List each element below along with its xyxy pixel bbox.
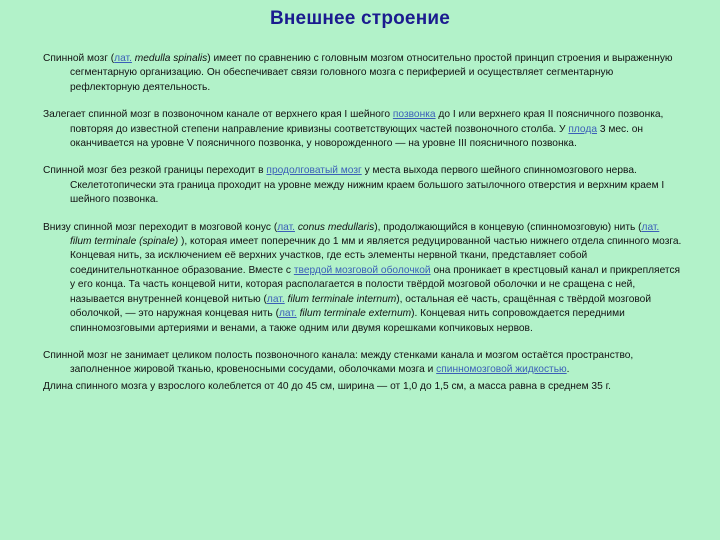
text: она проникает в крестцовый канал и прикрепляется у его конца. Та часть концевой нити, которая располагается в полости твёрдой мозговой оболочки и не сращена с ней, называется внутренней концевой нитью ( bbox=[70, 264, 681, 305]
text: ), продолжающийся в концевую (спинномозговую) нить ( bbox=[374, 221, 642, 233]
page-title: Внешнее строение bbox=[269, 8, 451, 29]
paragraph-canal bbox=[43, 349, 683, 378]
paragraph-location bbox=[43, 108, 683, 151]
paragraph-intro bbox=[43, 52, 683, 95]
text: Спинной мозг не занимает целиком полость позвоночного канала: между стенками канала и мозгом остаётся пространство, заполненное жировой тканью, кровеносными сосудами, оболочками мозга и bbox=[43, 349, 634, 376]
text: Спинной мозг ( bbox=[43, 53, 115, 64]
text: ) имеет по сравнению с головным мозгом относительно простой принцип строения и выраженную сегментарную организацию. Он обеспечивает связи головного мозга с периферией и осуществляет сегментарную рефлекторную деятельность. bbox=[70, 53, 673, 93]
text: 3 мес. он оканчивается на уровне V поясничного позвонка, у новорожденного — на уровне III поясничного позвонка. bbox=[70, 123, 644, 150]
text: Длина спинного мозга у взрослого колеблется от 40 до 45 см, ширина — от 1,0 до 1,5 см, а масса равна в среднем 35 г. bbox=[43, 380, 611, 392]
text: Внизу спинной мозг переходит в мозговой конус ( bbox=[43, 221, 278, 233]
paragraph-dimensions bbox=[43, 380, 683, 394]
csf-link[interactable]: спинномозговой жидкостью bbox=[436, 364, 567, 376]
latin-term: filum terminale internum bbox=[287, 293, 397, 305]
latin-link[interactable]: лат. bbox=[266, 293, 285, 305]
text: ), которая имеет поперечник до 1 мм и является редуцированной частью нижнего отдела спинного мозга. Концевая нить, за исключением её верхних участков, где есть элементы нервной ткани, представляет собой соединительнотканное образование. Вместе с bbox=[70, 236, 682, 276]
text: у места выхода первого шейного спинномозгового нерва. Скелетотопически эта граница проходит на уровне между нижним краем большого затылочного отверстия и верхним краем I шейного позвонка. bbox=[70, 165, 665, 206]
text: ). Концевая нить сопровождается передними спинномозговыми артериями и венами, а также одним или двумя корешками копчиковых нервов. bbox=[70, 308, 625, 334]
latin-link[interactable]: лат. bbox=[641, 221, 660, 233]
dura-mater-link[interactable]: твердой мозговой оболочкой bbox=[293, 264, 431, 276]
latin-term: medulla spinalis bbox=[134, 53, 208, 64]
medulla-oblongata-link[interactable]: продолговатый мозг bbox=[266, 165, 362, 177]
text: до I или верхнего края II поясничного позвонка, повторяя до известной степени направление кривизны соответствующих частей позвоночного столба. У bbox=[70, 109, 664, 135]
latin-link[interactable]: лат. bbox=[277, 221, 295, 233]
text: . bbox=[566, 364, 570, 376]
latin-link[interactable]: лат. bbox=[114, 53, 132, 64]
latin-link[interactable]: лат. bbox=[278, 308, 297, 320]
latin-term: filum terminale externum bbox=[299, 308, 412, 320]
latin-term: filum terminale (spinale) bbox=[70, 236, 179, 248]
text: Спинной мозг без резкой границы переходит в bbox=[43, 165, 267, 177]
text: ), остальная её часть, сращённая с твёрдой мозговой оболочкой, — это наружная концевая нить ( bbox=[70, 293, 652, 320]
latin-term: conus medullaris bbox=[297, 221, 375, 233]
paragraph-conus bbox=[43, 221, 683, 336]
text: Залегает спинной мозг в позвоночном канале от верхнего края I шейного bbox=[43, 109, 393, 121]
text-body bbox=[43, 52, 683, 407]
fetus-link[interactable]: плода bbox=[568, 123, 597, 135]
vertebra-link[interactable]: позвонка bbox=[392, 109, 436, 121]
paragraph-boundary bbox=[43, 164, 683, 207]
